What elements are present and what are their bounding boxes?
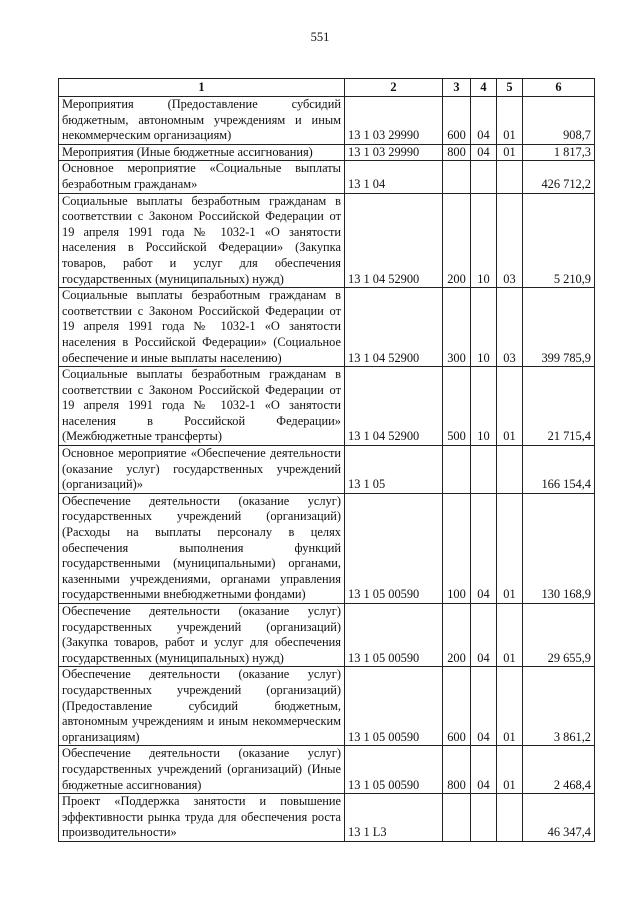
row-code: 13 1 04 52900 [345, 367, 443, 446]
row-expense-type: 500 [443, 367, 471, 446]
column-header-2: 2 [345, 79, 443, 97]
row-subsection: 01 [497, 367, 523, 446]
row-name: Обеспечение деятельности (оказание услуг) государственных учреждений (организаций) (Иные бюджетные ассигнования) [59, 746, 345, 794]
row-sum: 426 712,2 [523, 161, 595, 193]
row-subsection: 01 [497, 144, 523, 161]
row-sum: 21 715,4 [523, 367, 595, 446]
row-name: Мероприятия (Предоставление субсидий бюджетным, автономным учреждениям и иным некоммерческим организациям) [59, 97, 345, 145]
row-expense-type: 800 [443, 144, 471, 161]
row-code: 13 1 04 [345, 161, 443, 193]
column-header-5: 5 [497, 79, 523, 97]
row-code: 13 1 05 00590 [345, 493, 443, 603]
row-section: 04 [471, 667, 497, 746]
row-section: 04 [471, 493, 497, 603]
table-row [59, 604, 595, 667]
row-sum: 2 468,4 [523, 746, 595, 794]
column-header-1: 1 [59, 79, 345, 97]
row-expense-type [443, 794, 471, 842]
row-subsection [497, 446, 523, 494]
page-number: 551 [310, 30, 330, 44]
row-sum: 5 210,9 [523, 193, 595, 288]
row-sum: 166 154,4 [523, 446, 595, 494]
row-subsection: 03 [497, 288, 523, 367]
row-code: 13 1 05 00590 [345, 746, 443, 794]
row-expense-type [443, 161, 471, 193]
row-sum: 130 168,9 [523, 493, 595, 603]
row-sum: 3 861,2 [523, 667, 595, 746]
row-name: Проект «Поддержка занятости и повышение эффективности рынка труда для обеспечения роста производительности» [59, 794, 345, 842]
column-header-3: 3 [443, 79, 471, 97]
row-name: Мероприятия (Иные бюджетные ассигнования) [59, 144, 345, 161]
row-code: 13 1 03 29990 [345, 144, 443, 161]
row-expense-type: 200 [443, 604, 471, 667]
row-expense-type: 600 [443, 97, 471, 145]
table-row [59, 288, 595, 367]
row-code: 13 1 05 00590 [345, 667, 443, 746]
row-sum: 46 347,4 [523, 794, 595, 842]
table-row [59, 446, 595, 494]
row-name: Социальные выплаты безработным гражданам в соответствии с Законом Российской Федерации от 19 апреля 1991 года № 1032-1 «О занятости населения в Российской Федерации» (Социальное обеспечение и иные выплаты населению) [59, 288, 345, 367]
row-subsection: 01 [497, 746, 523, 794]
row-expense-type: 600 [443, 667, 471, 746]
table-row [59, 161, 595, 193]
row-code: 13 1 04 52900 [345, 288, 443, 367]
row-name: Основное мероприятие «Обеспечение деятельности (оказание услуг) государственных учреждений (организаций)» [59, 446, 345, 494]
row-sum: 908,7 [523, 97, 595, 145]
row-name: Социальные выплаты безработным гражданам в соответствии с Законом Российской Федерации от 19 апреля 1991 года № 1032-1 «О занятости населения в Российской Федерации» (Межбюджетные трансферты) [59, 367, 345, 446]
table-row [59, 493, 595, 603]
row-sum: 399 785,9 [523, 288, 595, 367]
row-expense-type: 100 [443, 493, 471, 603]
row-expense-type: 300 [443, 288, 471, 367]
row-sum: 29 655,9 [523, 604, 595, 667]
row-subsection: 01 [497, 667, 523, 746]
column-header-6: 6 [523, 79, 595, 97]
budget-table [58, 78, 595, 842]
row-code: 13 1 05 [345, 446, 443, 494]
row-subsection [497, 161, 523, 193]
row-section: 04 [471, 97, 497, 145]
row-subsection: 01 [497, 493, 523, 603]
table-header-row [59, 79, 595, 97]
row-sum: 1 817,3 [523, 144, 595, 161]
row-name: Основное мероприятие «Социальные выплаты безработным гражданам» [59, 161, 345, 193]
row-subsection: 01 [497, 604, 523, 667]
row-section: 04 [471, 746, 497, 794]
row-name: Обеспечение деятельности (оказание услуг) государственных учреждений (организаций) (Закупка товаров, работ и услуг для обеспечения государственных (муниципальных) нужд) [59, 604, 345, 667]
table-row [59, 667, 595, 746]
row-section [471, 794, 497, 842]
table-row [59, 794, 595, 842]
row-subsection [497, 794, 523, 842]
row-subsection: 01 [497, 97, 523, 145]
row-name: Обеспечение деятельности (оказание услуг) государственных учреждений (организаций) (Расходы на выплаты персоналу в целях обеспечения выполнения функций государственными (муниципальными) органами, казенными учреждениями, органами управления государственными внебюджетными фондами) [59, 493, 345, 603]
table-row [59, 367, 595, 446]
table-row [59, 193, 595, 288]
row-section: 10 [471, 288, 497, 367]
row-section: 10 [471, 193, 497, 288]
row-section [471, 161, 497, 193]
row-subsection: 03 [497, 193, 523, 288]
column-header-4: 4 [471, 79, 497, 97]
row-code: 13 1 03 29990 [345, 97, 443, 145]
row-code: 13 1 05 00590 [345, 604, 443, 667]
row-expense-type: 800 [443, 746, 471, 794]
row-expense-type: 200 [443, 193, 471, 288]
row-section: 10 [471, 367, 497, 446]
row-expense-type [443, 446, 471, 494]
row-code: 13 1 04 52900 [345, 193, 443, 288]
row-code: 13 1 L3 [345, 794, 443, 842]
row-section: 04 [471, 144, 497, 161]
table-row [59, 746, 595, 794]
table-row [59, 144, 595, 161]
row-section [471, 446, 497, 494]
row-section: 04 [471, 604, 497, 667]
table-row [59, 97, 595, 145]
row-name: Обеспечение деятельности (оказание услуг) государственных учреждений (организаций) (Предоставление субсидий бюджетным, автономным учреждениям и иным некоммерческим организациям) [59, 667, 345, 746]
row-name: Социальные выплаты безработным гражданам в соответствии с Законом Российской Федерации от 19 апреля 1991 года № 1032-1 «О занятости населения в Российской Федерации» (Закупка товаров, работ и услуг для обеспечения государственных (муниципальных) нужд) [59, 193, 345, 288]
